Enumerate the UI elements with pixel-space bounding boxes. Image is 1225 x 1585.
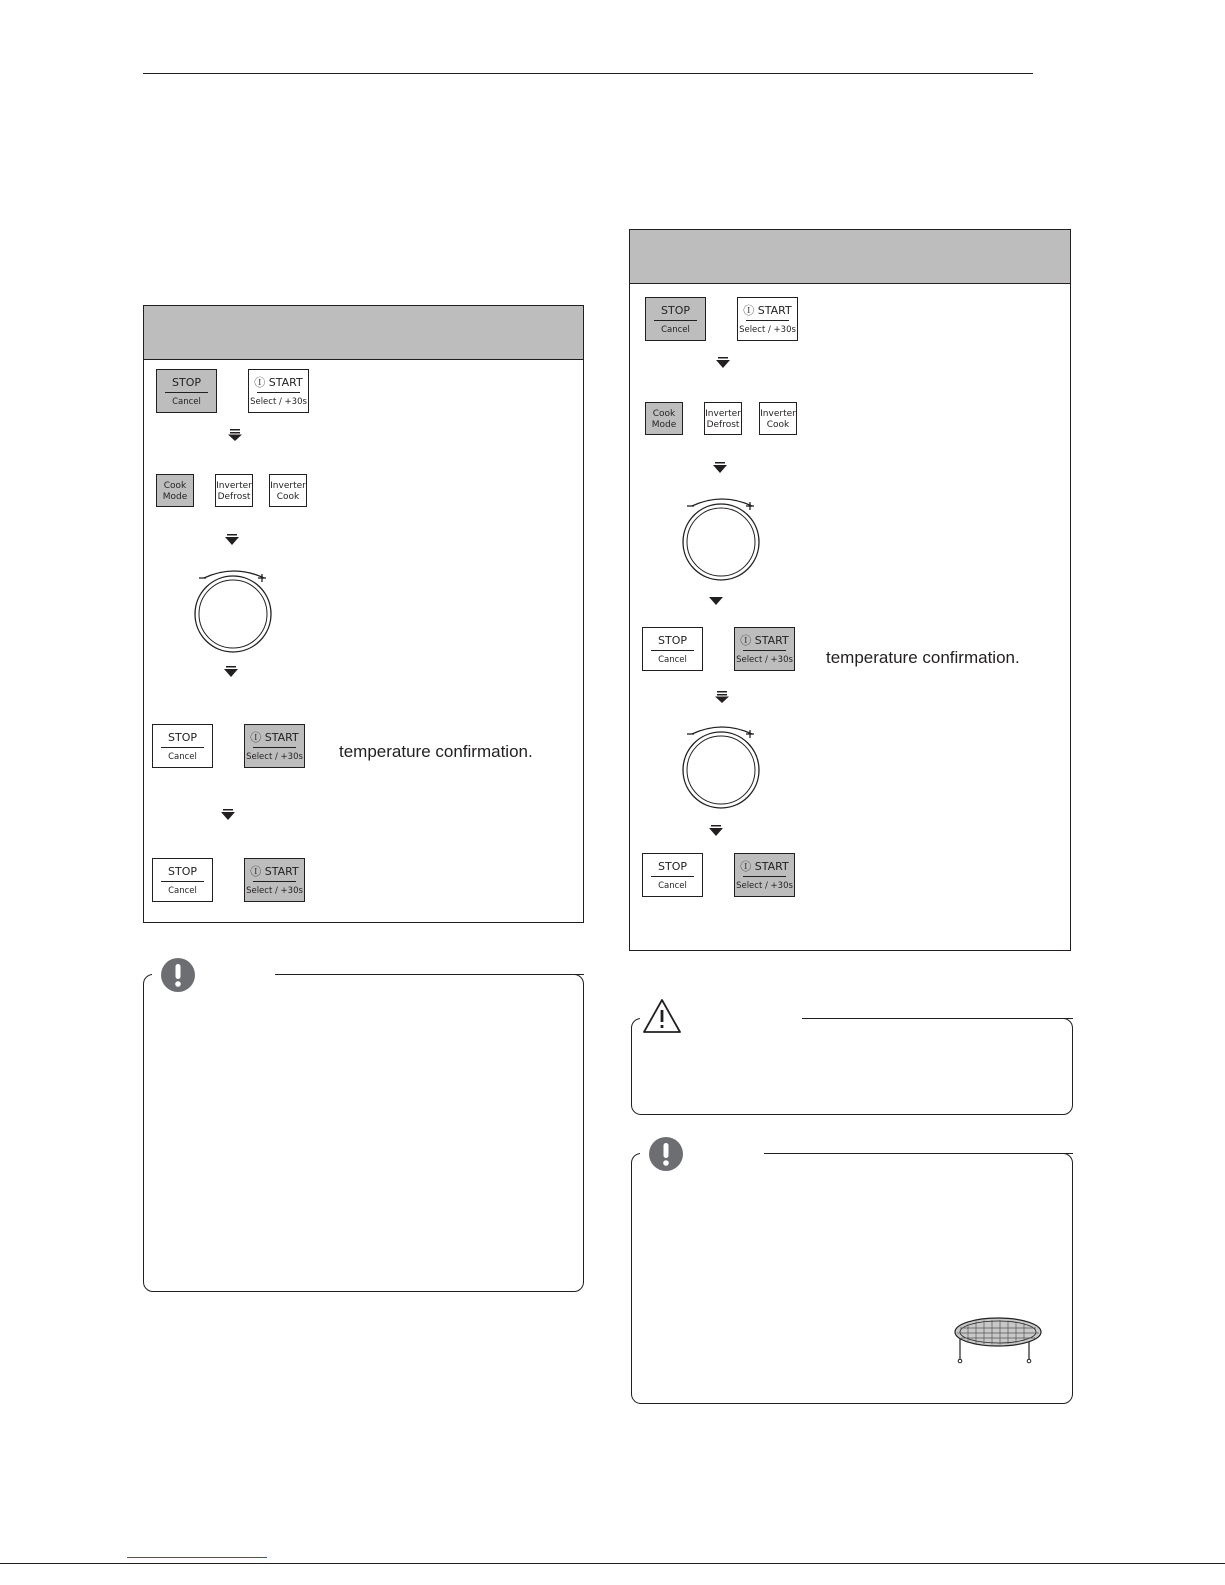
select-label: Select / +30s (739, 325, 796, 335)
page-footer-rule (0, 1563, 1225, 1564)
left-note-box (143, 974, 584, 1292)
down-arrow-icon (715, 357, 731, 369)
down-arrow-icon (223, 666, 239, 678)
start-label: Ⓘ START (250, 865, 299, 878)
dial-knob-icon[interactable] (682, 720, 762, 810)
note-header-rule (764, 1153, 1073, 1154)
inverter-cook-label: Inverter (270, 481, 306, 491)
dial-knob-icon[interactable] (194, 564, 274, 654)
cook-mode-button[interactable] (156, 474, 194, 507)
stop-cancel-button[interactable] (642, 627, 703, 671)
cooking-rack-icon (952, 1316, 1044, 1368)
caution-box (631, 1018, 1073, 1115)
exclamation-circle-icon (160, 957, 196, 993)
stop-label: STOP (168, 731, 197, 744)
inverter-cook-label-2: Cook (766, 420, 790, 430)
cook-mode-label: Cook (652, 409, 676, 419)
start-label: Ⓘ START (250, 731, 299, 744)
stop-label: STOP (658, 634, 687, 647)
start-select-button[interactable] (244, 858, 305, 902)
start-select-button[interactable] (734, 627, 795, 671)
select-label: Select / +30s (736, 655, 793, 665)
stop-cancel-button[interactable] (645, 297, 706, 341)
inverter-cook-button[interactable] (759, 402, 797, 435)
start-select-button[interactable] (734, 853, 795, 897)
stop-label: STOP (172, 376, 201, 389)
dial-knob-icon[interactable] (682, 492, 762, 582)
down-arrow-icon (714, 691, 730, 703)
select-label: Select / +30s (250, 397, 307, 407)
right-procedure-panel (629, 229, 1071, 951)
start-label: Ⓘ START (254, 376, 303, 389)
left-procedure-panel (143, 305, 584, 923)
inverter-cook-label: Inverter (760, 409, 796, 419)
start-label: Ⓘ START (740, 860, 789, 873)
page-header-rule (143, 73, 1033, 74)
inverter-defrost-label: Inverter (705, 409, 741, 419)
stop-label: STOP (658, 860, 687, 873)
cancel-label: Cancel (168, 886, 197, 896)
cook-mode-label-2: Mode (651, 420, 677, 430)
right-panel-header (630, 230, 1070, 284)
stop-label: STOP (661, 304, 690, 317)
exclamation-circle-icon (648, 1136, 684, 1172)
note-header-rule (275, 974, 584, 975)
stop-cancel-button[interactable] (152, 858, 213, 902)
left-panel-header (144, 306, 583, 360)
cancel-label: Cancel (658, 881, 687, 891)
stop-cancel-button[interactable] (152, 724, 213, 768)
start-select-button[interactable] (248, 369, 309, 413)
cook-mode-label-2: Mode (162, 492, 188, 502)
inverter-defrost-label-2: Defrost (217, 492, 251, 502)
inverter-defrost-button[interactable] (215, 474, 253, 507)
inverter-defrost-label: Inverter (216, 481, 252, 491)
down-arrow-icon (220, 809, 236, 821)
select-label: Select / +30s (246, 752, 303, 762)
down-arrow-icon (708, 825, 724, 837)
cook-mode-label: Cook (163, 481, 187, 491)
inverter-defrost-label-2: Defrost (706, 420, 740, 430)
stop-cancel-button[interactable] (156, 369, 217, 413)
stop-cancel-button[interactable] (642, 853, 703, 897)
cook-mode-button[interactable] (645, 402, 683, 435)
stop-label: STOP (168, 865, 197, 878)
down-arrow-icon (708, 595, 724, 607)
inverter-defrost-button[interactable] (704, 402, 742, 435)
temperature-confirmation-text: temperature confirmation. (826, 648, 1020, 667)
start-select-button[interactable] (737, 297, 798, 341)
cancel-label: Cancel (661, 325, 690, 335)
start-label: Ⓘ START (743, 304, 792, 317)
inverter-cook-button[interactable] (269, 474, 307, 507)
inverter-cook-label-2: Cook (276, 492, 300, 502)
select-label: Select / +30s (736, 881, 793, 891)
footer-link[interactable] (127, 1557, 267, 1558)
cancel-label: Cancel (658, 655, 687, 665)
temperature-confirmation-text: temperature confirmation. (339, 742, 533, 761)
cancel-label: Cancel (172, 397, 201, 407)
down-arrow-icon (227, 429, 243, 441)
caution-header-rule (803, 1018, 1073, 1019)
start-label: Ⓘ START (740, 634, 789, 647)
down-arrow-icon (224, 534, 240, 546)
select-label: Select / +30s (246, 886, 303, 896)
warning-triangle-icon (641, 997, 683, 1035)
down-arrow-icon (712, 462, 728, 474)
cancel-label: Cancel (168, 752, 197, 762)
start-select-button[interactable] (244, 724, 305, 768)
